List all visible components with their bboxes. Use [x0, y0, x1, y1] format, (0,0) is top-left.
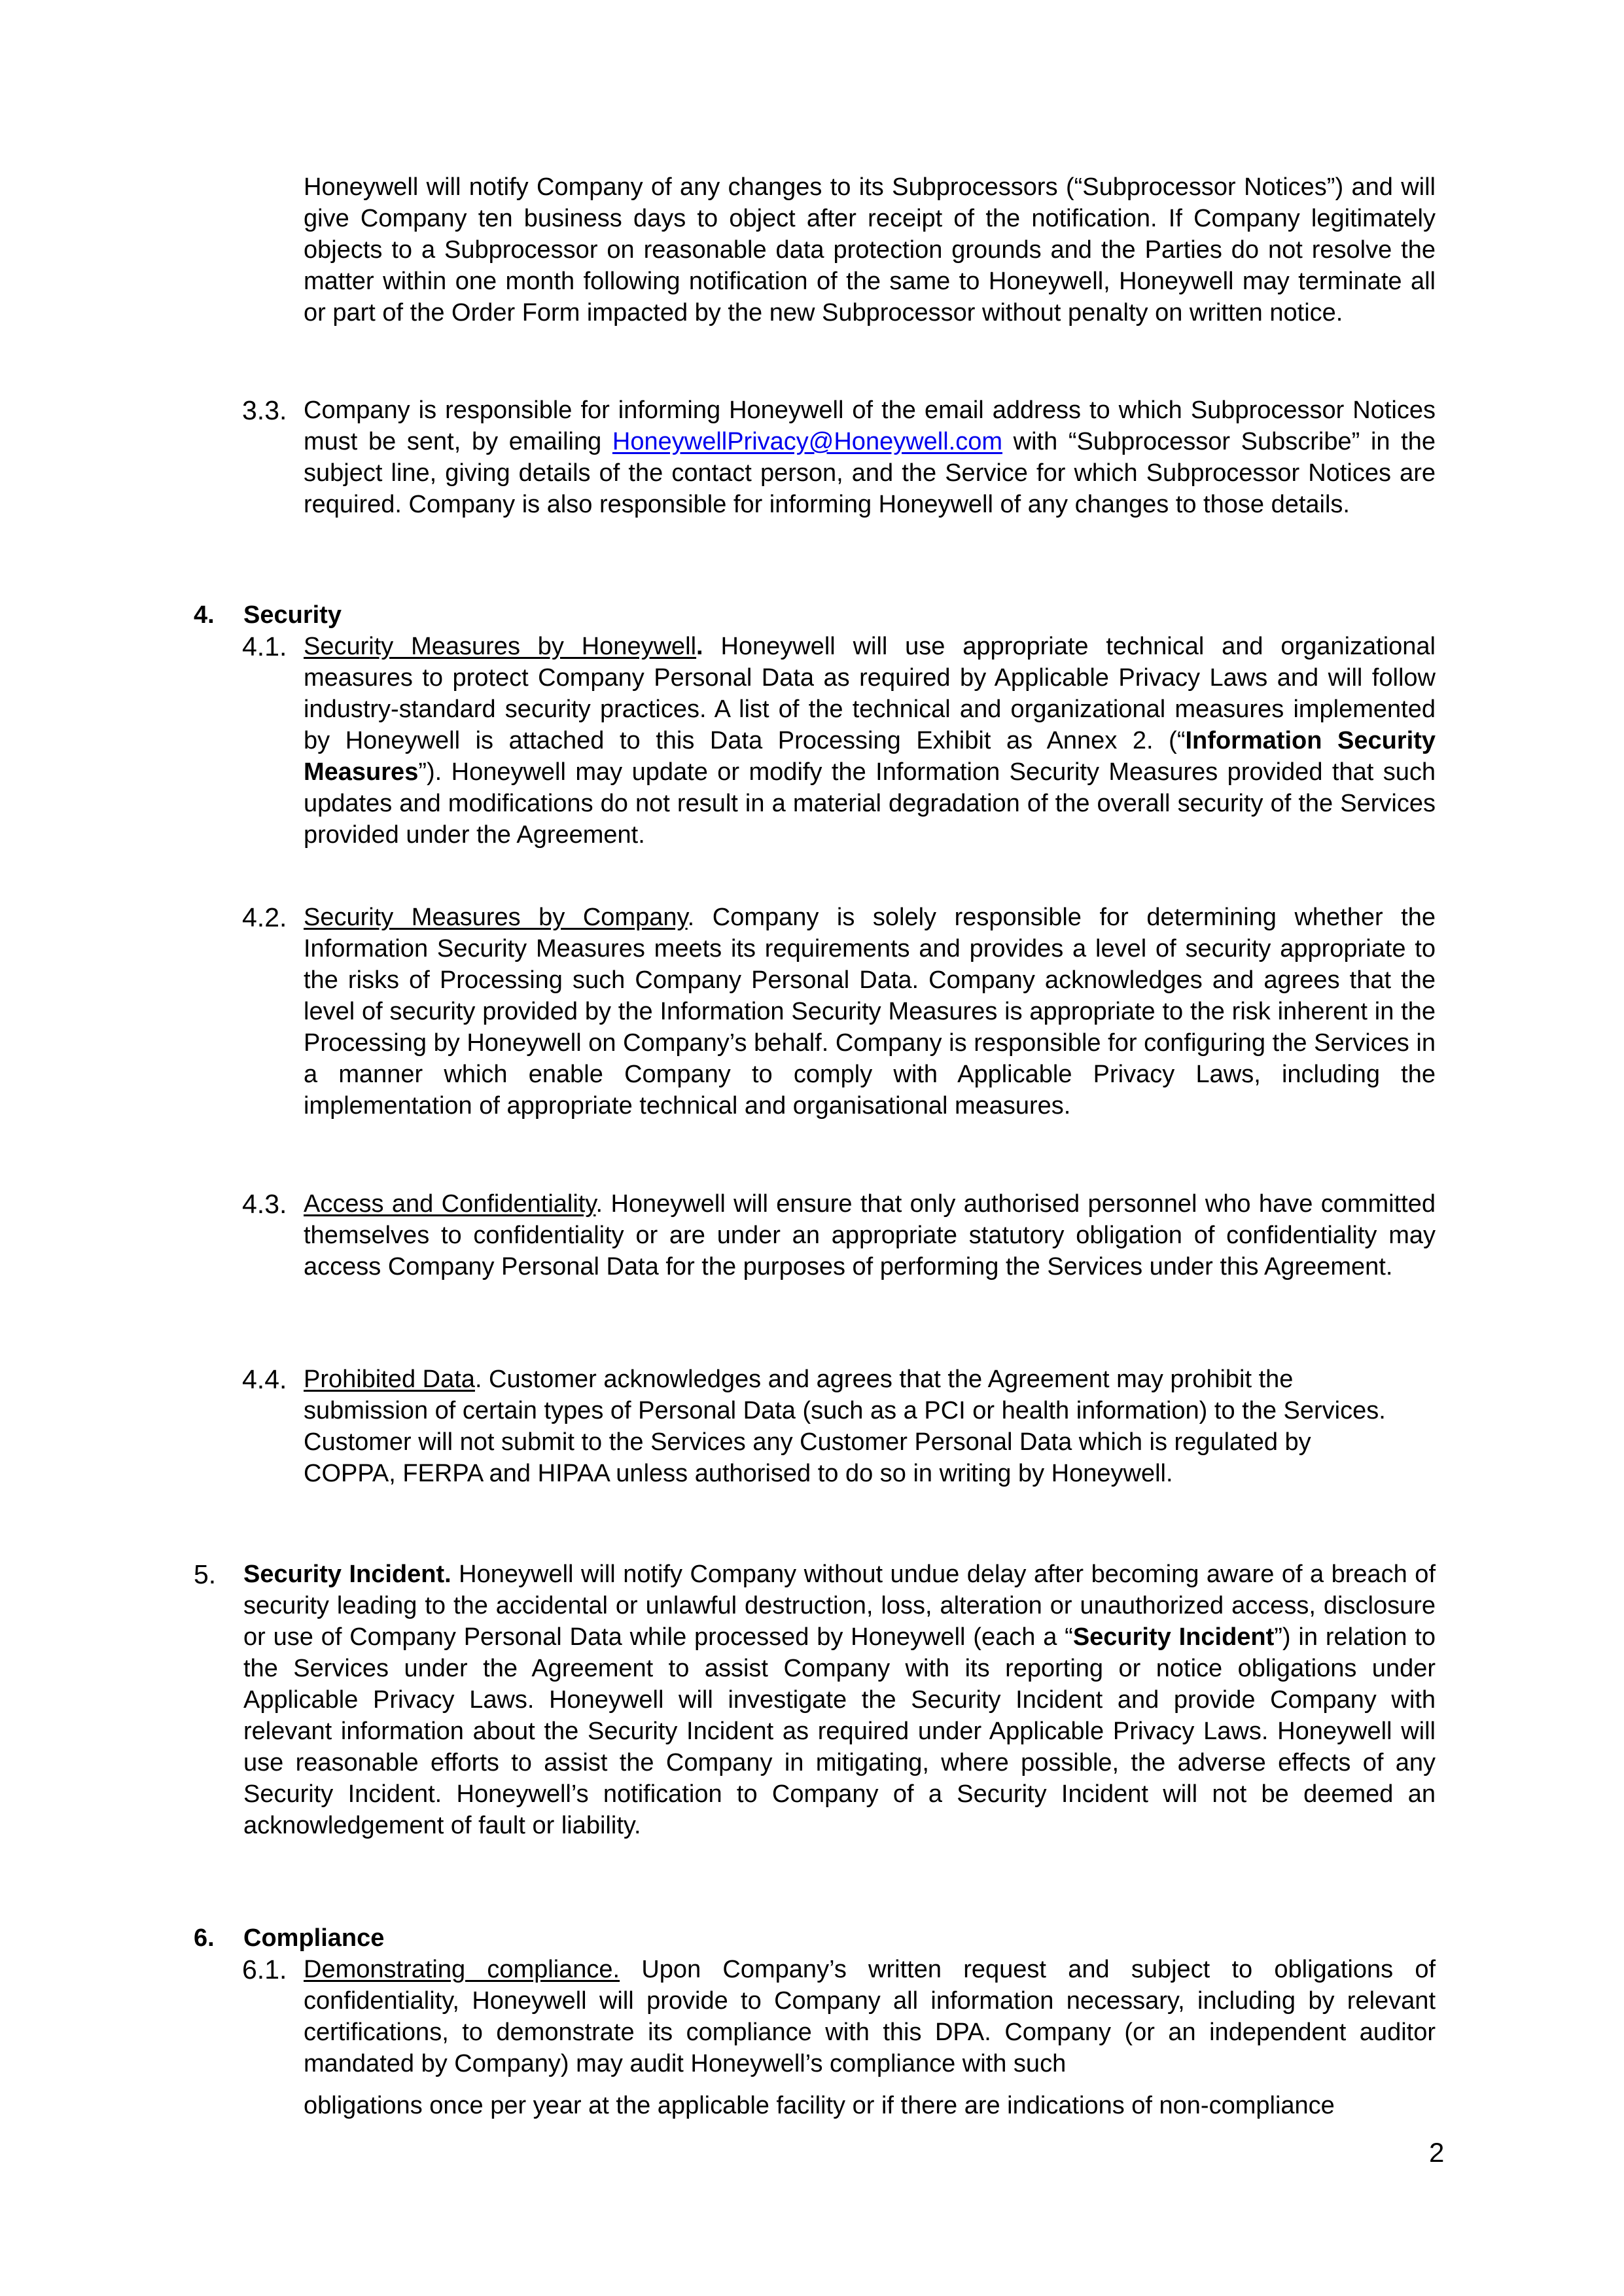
- privacy-email-link[interactable]: HoneywellPrivacy@Honeywell.com: [612, 428, 1003, 455]
- clause-4-3: 4.3. Access and Confidentiality. Honeywell will ensure that only authorised personnel who have committed themselves to confidentiality or are under an appropriate statutory obligation of confidentiality may access Company Personal Data for the purposes of performing the Services under this Agreement.: [242, 1189, 1436, 1280]
- section-title: Security Incident.: [243, 1561, 451, 1588]
- section-title: Security: [243, 601, 342, 629]
- clause-heading: Security Measures by Honeywell: [304, 633, 697, 660]
- section-number: 5.: [194, 1559, 217, 1589]
- clause-number: 6.1.: [242, 1954, 287, 1985]
- clause-number: 3.3.: [242, 395, 287, 425]
- section-number: 6.: [194, 1924, 215, 1952]
- clause-6-1: 6.1. Demonstrating compliance. Upon Company’s written request and subject to obligations of confidentiality, Honeywell will provide to Company all information necessary, including by relevant certifications, to demonstrate its compliance with this DPA. Company (or an independent auditor mandated by Company) may audit Honeywell’s compliance with such obligations once per year at the applicable facility or if there are indications of non-compliance: [304, 1954, 1436, 2121]
- clause-6-1-last-line: obligations once per year at the applicable facility or if there are indications of non-compliance: [304, 2092, 1335, 2119]
- section-title: Compliance: [243, 1924, 385, 1952]
- defined-term: Security Incident: [1072, 1623, 1275, 1651]
- clause-heading: Security Measures by Company: [304, 904, 688, 931]
- clause-heading: Access and Confidentiality: [304, 1190, 596, 1218]
- clause-3-3-text: Company is responsible for informing Honeywell of the email address to which Subprocessor Notices must be sent, by emailing: [304, 397, 1436, 455]
- clause-heading: Demonstrating compliance.: [304, 1956, 620, 1983]
- section-number: 4.: [194, 601, 215, 629]
- clause-4-4: 4.4. Prohibited Data. Customer acknowledges and agrees that the Agreement may prohibit the submission of certain types of Personal Data (such as a PCI or health information) to the Services. Customer will not submit to the Services any Customer Personal Data which is regulated by COPPA, FERPA and HIPAA unless authorised to do so in writing by Honeywell.: [242, 1364, 1386, 1487]
- page-number: 2: [1429, 2137, 1445, 2168]
- clause-heading: Prohibited Data: [304, 1366, 475, 1393]
- clause-3-3: [242, 395, 1436, 520]
- clause-3-3-text-cont: with “Subprocessor Subscribe” in the subject line, giving details of the contact person, and the Service for which Subprocessor Notices are required. Company is also responsible for informing Honeywell of any changes to those details.: [304, 428, 1436, 518]
- clause-number: 4.1.: [242, 631, 287, 662]
- clause-4-2: 4.2. Security Measures by Company. Company is solely responsible for determining whether the Information Security Measures meets its requirements and provides a level of security appropriate to the risks of Processing such Company Personal Data. Company acknowledges and agrees that the level of security provided by the Information Security Measures is appropriate to the risk inherent in the Processing by Honeywell on Company’s behalf. Company is responsible for configuring the Services in a manner which enable Company to comply with Applicable Privacy Laws, including the implementation of appropriate technical and organisational measures.: [242, 902, 1436, 1120]
- defined-term: Information Security Measures: [304, 727, 1436, 786]
- clause-3-2-text: Honeywell will notify Company of any changes to its Subprocessors (“Subprocessor Notices”) and will give Company ten business days to object after receipt of the notification. If Company legitimately objects to a Subprocessor on reasonable data protection grounds and the Parties do not resolve the matter within one month following notification of the same to Honeywell, Honeywell may terminate all or part of the Order Form impacted by the new Subprocessor without penalty on written notice.: [304, 173, 1436, 327]
- clause-number: 4.3.: [242, 1189, 287, 1219]
- clause-3-2-continuation: [304, 171, 1436, 328]
- clause-4-1: 4.1. Security Measures by Honeywell. Honeywell will use appropriate technical and organizational measures to protect Company Personal Data as required by Applicable Privacy Laws and will follow industry-standard security practices. A list of the technical and organizational measures implemented by Honeywell is attached to this Data Processing Exhibit as Annex 2. (“Information Security Measures”). Honeywell may update or modify the Information Security Measures provided that such updates and modifications do not result in a material degradation of the overall security of the Services provided under the Agreement.: [242, 631, 1436, 849]
- section-security-incident: 5. Security Incident. Honeywell will notify Company without undue delay after becoming aware of a breach of security leading to the accidental or unlawful destruction, loss, alteration or unauthorized access, disclosure or use of Company Personal Data while processed by Honeywell (each a “Security Incident”) in relation to the Services under the Agreement to assist Company with its reporting or notice obligations under Applicable Privacy Laws. Honeywell will investigate the Security Incident and provide Company with relevant information about the Security Incident as required under Applicable Privacy Laws. Honeywell will use reasonable efforts to assist the Company in mitigating, where possible, the adverse effects of any Security Incident. Honeywell’s notification to Company of a Security Incident will not be deemed an acknowledgement of fault or liability.: [194, 1559, 1436, 1839]
- clause-number: 4.2.: [242, 902, 287, 932]
- clause-number: 4.4.: [242, 1364, 287, 1394]
